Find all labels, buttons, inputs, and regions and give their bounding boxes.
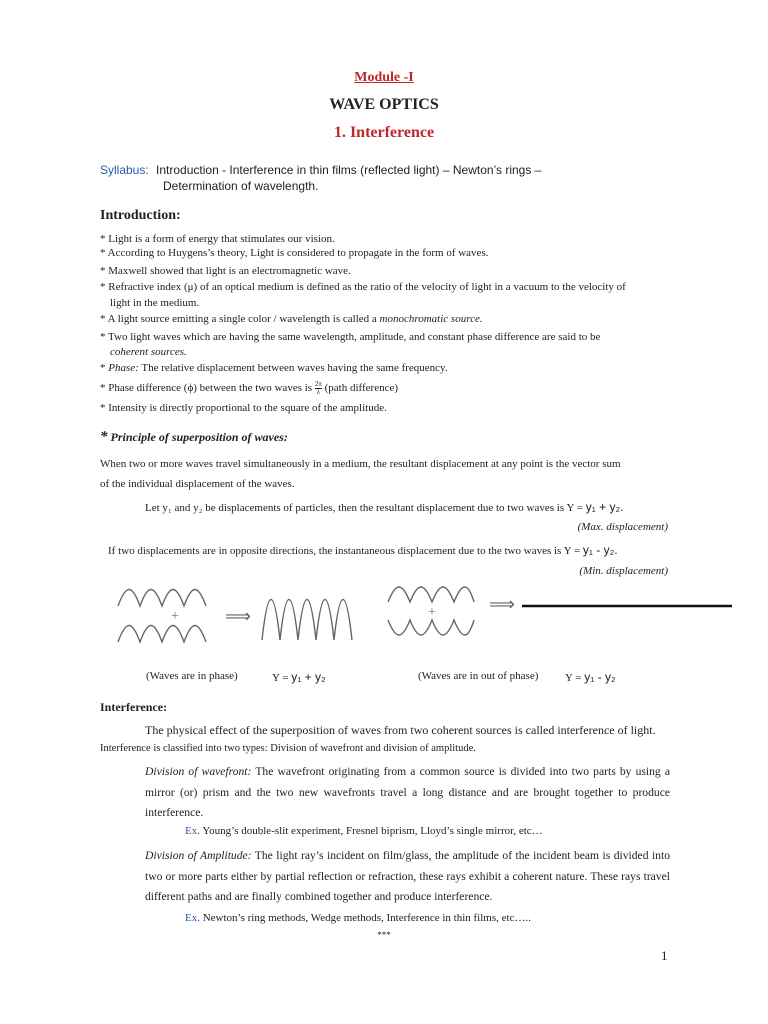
intro-bullet-1: * Light is a form of energy that stimulates our vision. [100, 233, 335, 245]
superposition-title: Principle of superposition of waves: [107, 430, 288, 444]
wavefront-term: Division of wavefront: [145, 765, 252, 778]
caption-out-phase: (Waves are in out of phase) [418, 670, 539, 682]
if-text: If two displacements are in opposite directions, the instantaneous displacement due to the two waves is Y = [108, 545, 583, 557]
caption-out-y: Y = [565, 672, 585, 684]
two-pi-over-lambda [315, 381, 322, 396]
wave-out-phase-top [388, 587, 474, 602]
intro-bullet-7-star: * [100, 362, 109, 374]
let-statement [145, 500, 623, 514]
coherent-term: coherent sources. [110, 346, 187, 358]
wave-in-phase-top [118, 590, 206, 607]
caption-out-expr: y₁ - y₂ [584, 670, 616, 684]
caption-in-y: Y = [272, 672, 292, 684]
fraction-denominator: λ [316, 388, 321, 396]
example-1-label: Ex. [185, 825, 200, 837]
chapter-title: 1. Interference [333, 124, 435, 141]
intro-bullet-8 [100, 381, 398, 396]
caption-in-expr: y₁ + y₂ [291, 670, 326, 684]
example-2-text: Newton’s ring methods, Wedge methods, Interference in thin films, etc….. [199, 912, 531, 924]
example-2 [185, 912, 531, 924]
caption-in-phase: (Waves are in phase) [146, 670, 238, 682]
min-displacement-note: (Min. displacement) [579, 565, 668, 577]
monochromatic-term: monochromatic source. [379, 313, 483, 325]
arrow-1: ⟹ [225, 606, 251, 627]
wave-out-phase-bottom [388, 620, 474, 635]
intro-bullet-3: * Maxwell showed that light is an electromagnetic wave. [100, 265, 351, 277]
wavefront-text: The wavefront originating from a common source is divided into two parts by using a mirror (or) prism and the two new wavefronts travel a long distance and are brought together to produce interference. [145, 765, 671, 819]
syllabus [100, 163, 541, 177]
wave-resultant-max [262, 600, 352, 641]
section-end-stars: *** [377, 930, 391, 940]
intro-bullet-6: * Two light waves which are having the same wavelength, amplitude, and constant phase difference are said to be [100, 331, 601, 343]
interference-definition: The physical effect of the superposition of waves from two coherent sources is called interference of light. [145, 723, 656, 737]
if-statement [108, 543, 618, 557]
intro-bullet-4: * Refractive index (μ) of an optical medium is defined as the ratio of the velocity of light in a vacuum to the velocity of [100, 281, 626, 293]
syllabus-line1: Introduction - Interference in thin films (reflected light) – Newton’s rings – [156, 163, 542, 177]
max-displacement-note: (Max. displacement) [577, 521, 668, 533]
module-label: Module -I [354, 70, 414, 85]
intro-heading: Introduction: [100, 208, 181, 223]
example-1-text: Young’s double-slit experiment, Fresnel biprism, Lloyd’s single mirror, etc… [199, 825, 543, 837]
interference-classification: Interference is classified into two types: Division of wavefront and division of amplitude. [100, 743, 476, 754]
superposition-para-2: of the individual displacement of the waves. [100, 478, 295, 490]
arrow-2: ⟹ [489, 594, 515, 615]
plus-sign-2: + [428, 605, 436, 620]
max-formula: y₁ + y₂. [585, 500, 624, 514]
intro-bullet-8-text: * Phase difference (ϕ) between the two waves is [100, 382, 315, 395]
caption-in-phase-formula [272, 670, 326, 684]
interference-heading: Interference: [100, 700, 168, 714]
intro-bullet-9: * Intensity is directly proportional to the square of the amplitude. [100, 402, 387, 414]
intro-bullet-8-tail: (path difference) [321, 382, 399, 395]
example-1 [185, 825, 543, 837]
example-2-label: Ex. [185, 912, 200, 924]
division-of-amplitude [145, 846, 670, 908]
amplitude-text: The light ray’s incident on film/glass, the amplitude of the incident beam is divided into two or more parts either by partial reflection or refraction, these rays exhibit a coherent nature. These rays travel different paths and are finally combined together and produce interference. [145, 849, 670, 903]
caption-out-phase-formula [565, 670, 616, 684]
intro-bullet-7 [100, 362, 448, 374]
intro-bullet-4-cont: light in the medium. [110, 297, 200, 309]
division-of-wavefront [145, 762, 670, 824]
intro-bullet-5 [100, 313, 483, 325]
intro-bullet-7-text: The relative displacement between waves having the same frequency. [138, 362, 448, 374]
wave-in-phase-bottom [118, 626, 206, 643]
superposition-heading [100, 429, 288, 446]
let-text: Let y₁ and y₂ be displacements of particles, then the resultant displacement due to two waves is Y = [145, 502, 586, 514]
intro-bullet-2: * According to Huygens’s theory, Light is considered to propagate in the form of waves. [100, 247, 489, 259]
syllabus-line2: Determination of wavelength. [163, 179, 319, 193]
superposition-wave-diagram [0, 580, 768, 660]
phase-term: Phase: [108, 362, 139, 374]
plus-sign-1: + [171, 609, 179, 624]
page-number: 1 [661, 948, 668, 963]
intro-bullet-5-text: * A light source emitting a single color / wavelength is called a [100, 313, 380, 325]
superposition-star: * [100, 429, 108, 445]
syllabus-label: Syllabus: [100, 163, 149, 177]
min-formula: y₁ - y₂. [582, 543, 618, 557]
superposition-para-1: When two or more waves travel simultaneously in a medium, the resultant displacement at any point is the vector sum [100, 458, 621, 470]
amplitude-term: Division of Amplitude: [145, 849, 252, 862]
fraction-numerator: 2π [314, 380, 322, 388]
subject-title: WAVE OPTICS [329, 96, 439, 113]
